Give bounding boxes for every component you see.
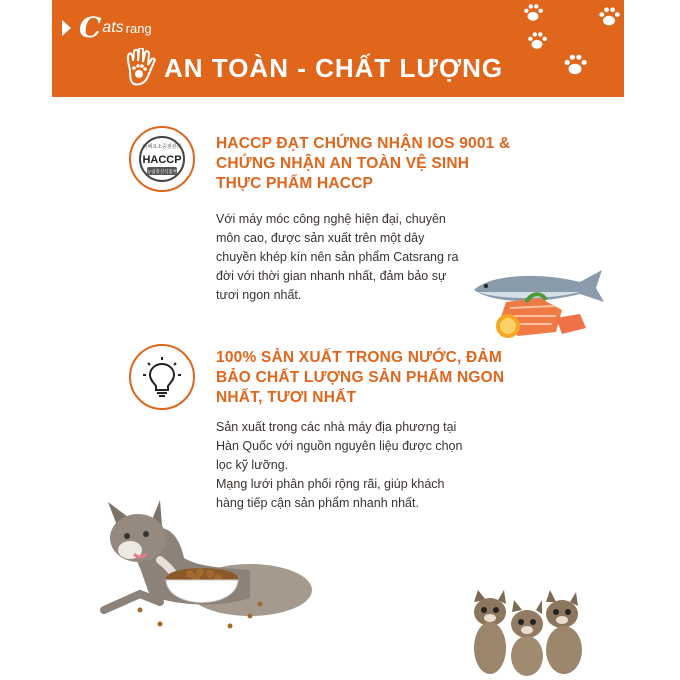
section-heading-haccp [216, 134, 510, 194]
banner-title-text: AN TOÀN - CHẤT LƯỢNG [164, 52, 504, 83]
paw-print-icon [522, 2, 544, 24]
heading-line: NHẤT, TƯƠI NHẤT [216, 389, 357, 406]
heading-line: CHỨNG NHẬN AN TOÀN VỆ SINH [216, 155, 470, 172]
body-line: Sản xuất trong các nhà máy địa phương tại [216, 420, 457, 434]
haccp-badge-bottom-text: 농림축산식품부 [146, 170, 178, 175]
salmon-image [470, 262, 610, 352]
body-line: đời với thời gian nhanh nhất, đảm bảo sự [216, 269, 447, 283]
heading-line: BẢO CHẤT LƯỢNG SẢN PHẨM NGON [216, 369, 505, 386]
lightbulb-badge [129, 344, 195, 410]
body-line: tươi ngon nhất. [216, 288, 302, 302]
paw-print-icon [526, 30, 548, 52]
paw-print-icon [597, 5, 621, 29]
haccp-badge-graphic [131, 128, 193, 190]
body-line: Với máy móc công nghệ hiện đại, chuyên [216, 212, 446, 226]
brand-logo-ats: ats [102, 19, 124, 36]
cat-with-bowl-image [100, 498, 316, 638]
body-line: lọc kỹ lưỡng. [216, 458, 289, 472]
banner-title [122, 48, 503, 88]
haccp-badge-icon [129, 126, 195, 192]
kittens-image [466, 590, 588, 676]
paw-print-icon [562, 52, 588, 78]
body-line: Hàn Quốc với nguồn nguyên liệu được chọn [216, 439, 463, 453]
body-line: môn cao, được sản xuất trên một dây [216, 231, 425, 245]
section-heading-origin [216, 348, 504, 408]
play-arrow-icon [62, 20, 71, 36]
haccp-badge-top-text: 위해요소중점관리 [142, 144, 182, 150]
body-line: Mạng lưới phân phối rộng rãi, giúp khách [216, 477, 445, 491]
body-line: chuyền khép kín nên sản phẩm Catsrang ra [216, 250, 459, 264]
haccp-badge-main-text: HACCP [142, 154, 182, 166]
body-line: hàng tiếp cận sản phẩm nhanh nhất. [216, 496, 419, 510]
brand-logo-c: C [79, 11, 102, 44]
heading-line: 100% SẢN XUẤT TRONG NƯỚC, ĐẢM [216, 349, 502, 366]
header-banner [52, 0, 624, 97]
heading-line: HACCP ĐẠT CHỨNG NHẬN IOS 9001 & [216, 135, 511, 152]
paw-hand-icon [122, 48, 156, 88]
section-body-haccp [216, 210, 459, 305]
lightbulb-icon [131, 346, 193, 408]
heading-line: THỰC PHẨM HACCP [216, 175, 374, 192]
brand-logo [62, 11, 152, 44]
brand-logo-rang: rang [125, 20, 152, 36]
